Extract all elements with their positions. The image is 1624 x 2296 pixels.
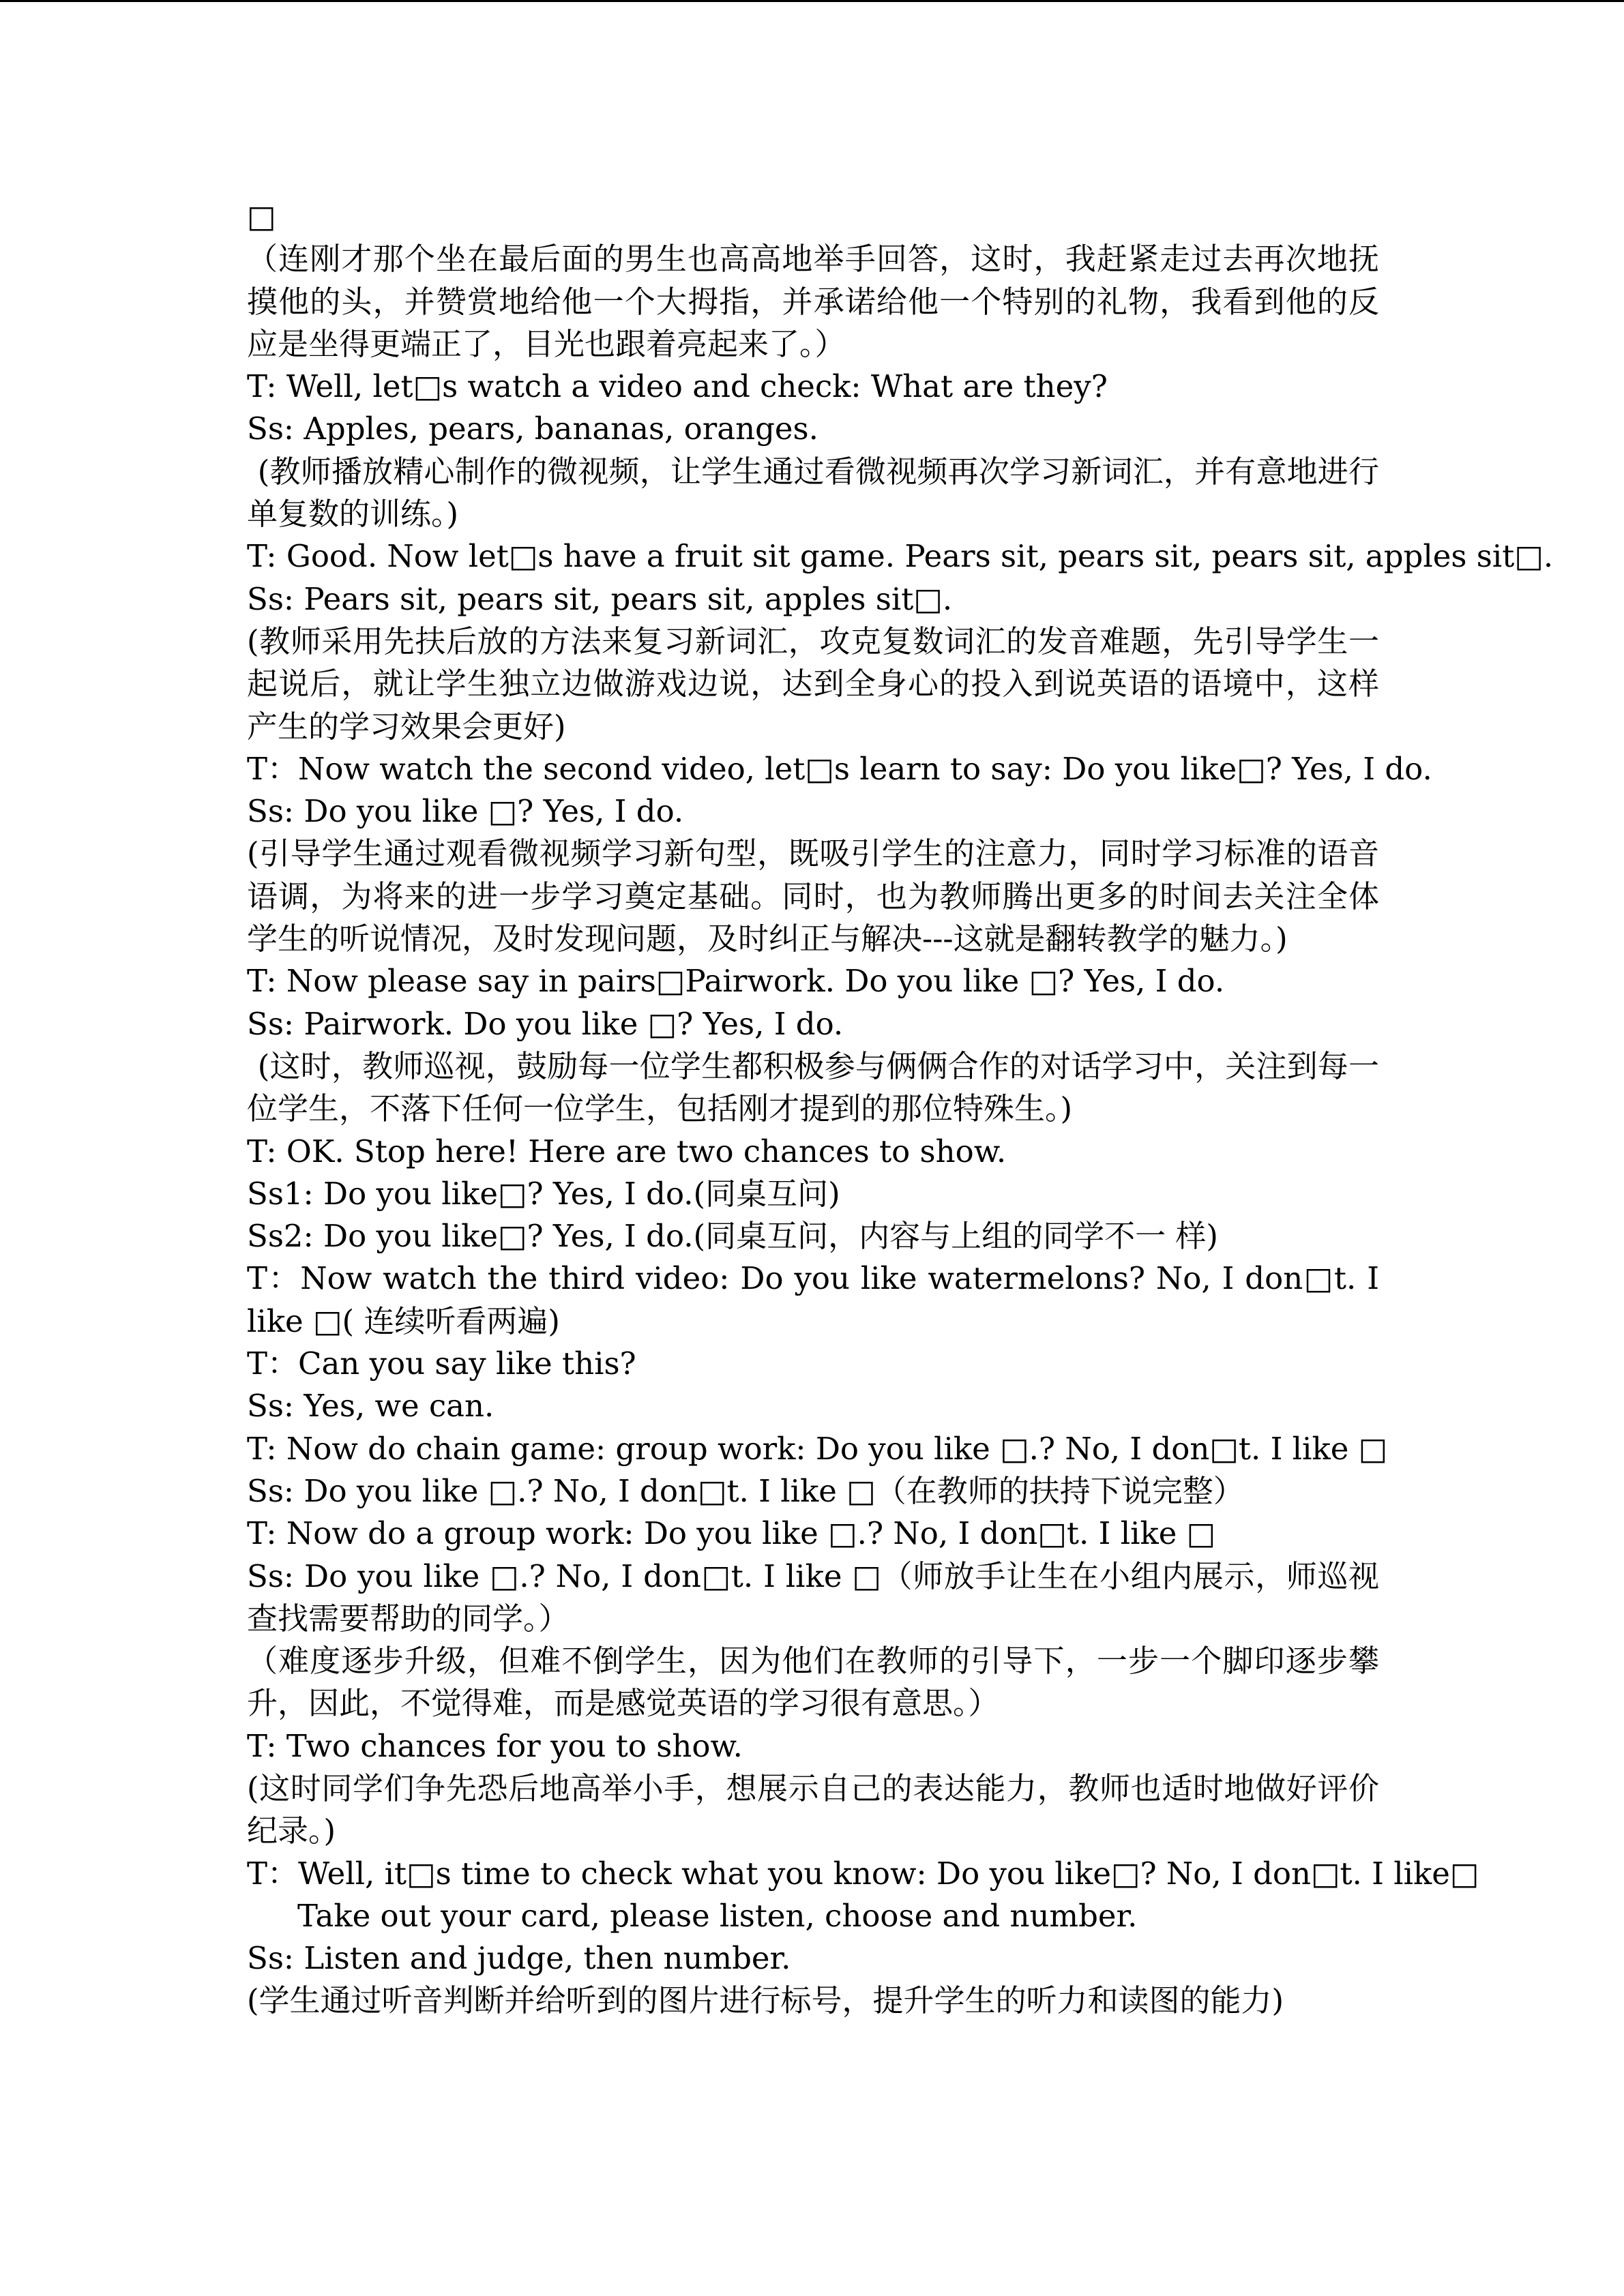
narrative-paragraph: (教师播放精心制作的微视频，让学生通过看微视频再次学习新词汇，并有意地进行单复数的训练。) — [247, 453, 1379, 533]
students-line: Ss: Do you like □.? No, I don□t. I like □（在教师的扶持下说完整） — [247, 1472, 1244, 1509]
students-line: Ss: Apples, pears, bananas, oranges. — [247, 411, 818, 447]
teacher-line: T：Now watch the third video: Do you like watermelons? No, I don□t. I like □( 连续听看两遍) — [247, 1260, 1379, 1339]
narrative-paragraph: （难度逐步升级，但难不倒学生，因为他们在教师的引导下，一步一个脚印逐步攀升，因此，不觉得难，而是感觉英语的学习很有意思。） — [247, 1643, 1379, 1722]
teacher-line: T: OK. Stop here! Here are two chances to show. — [247, 1133, 1007, 1169]
teacher-line: T: Now please say in pairs□Pairwork. Do you like □? Yes, I do. — [247, 963, 1225, 1000]
students-line: Ss: Listen and judge, then number. — [247, 1940, 791, 1977]
narrative-paragraph: (这时同学们争先恐后地高举小手，想展示自己的表达能力，教师也适时地做好评价纪录。) — [247, 1770, 1379, 1849]
teacher-line: T: Two chances for you to show. — [247, 1727, 743, 1764]
students-line: Ss2: Do you like□? Yes, I do.(同桌互问，内容与上组的同学不一 样) — [247, 1218, 1218, 1255]
students-line: Ss: Pears sit, pears sit, pears sit, apples sit□. — [247, 580, 953, 617]
teacher-line: T：Well, it□s time to check what you know: Do you like□? No, I don□t. I like□ — [247, 1855, 1479, 1892]
narrative-paragraph: (教师采用先扶后放的方法来复习新词汇，攻克复数词汇的发音难题，先引导学生一起说后，就让学生独立边做游戏边说，达到全身心的投入到说英语的语境中，这样产生的学习效果会更好) — [247, 623, 1379, 745]
narrative-paragraph: （连刚才那个坐在最后面的男生也高高地举手回答，这时，我赶紧走过去再次地抚摸他的头，并赞赏地给他一个大拇指，并承诺给他一个特别的礼物，我看到他的反应是坐得更端正了，目光也跟着亮起来了。） — [247, 241, 1379, 362]
teacher-line: T：Now watch the second video, let□s learn to say: Do you like□? Yes, I do. — [247, 750, 1432, 787]
teacher-line: T: Now do chain game: group work: Do you like □.? No, I don□t. I like □ — [247, 1430, 1388, 1467]
students-line: Ss: Yes, we can. — [247, 1388, 494, 1425]
document-page — [247, 196, 1554, 2023]
teacher-line: T：Can you say like this? — [247, 1345, 636, 1382]
page-top-border — [0, 0, 1624, 2]
teacher-line: T: Well, let□s watch a video and check: What are they? — [247, 368, 1108, 405]
teacher-line: T: Good. Now let□s have a fruit sit game. Pears sit, pears sit, pears sit, apples sit□. — [247, 538, 1554, 575]
narrative-paragraph: (这时，教师巡视，鼓励每一位学生都积极参与俩俩合作的对话学习中，关注到每一位学生，不落下任何一位学生，包括刚才提到的那位特殊生。) — [247, 1047, 1379, 1127]
narrative-paragraph: (学生通过听音判断并给听到的图片进行标号，提升学生的听力和读图的能力) — [247, 1982, 1284, 2019]
students-line: Ss: Do you like □? Yes, I do. — [247, 793, 684, 830]
teacher-line-continuation: Take out your card, please listen, choose and number. — [297, 1897, 1138, 1934]
narrative-paragraph: (引导学生通过观看微视频学习新句型，既吸引学生的注意力，同时学习标准的语音语调，为将来的进一步学习奠定基础。同时，也为教师腾出更多的时间去关注全体学生的听说情况，及时发现问题，及时纠正与解决---这就是翻转教学的魅力。) — [247, 835, 1379, 957]
students-line: Ss: Pairwork. Do you like □? Yes, I do. — [247, 1005, 844, 1042]
students-line: Ss1: Do you like□? Yes, I do.(同桌互问) — [247, 1175, 840, 1212]
missing-glyph-box: □ — [247, 198, 276, 235]
students-line: Ss: Do you like □.? No, I don□t. I like □（师放手让生在小组内展示，师巡视查找需要帮助的同学。） — [247, 1557, 1379, 1637]
teacher-line: T: Now do a group work: Do you like □.? No, I don□t. I like □ — [247, 1515, 1216, 1552]
